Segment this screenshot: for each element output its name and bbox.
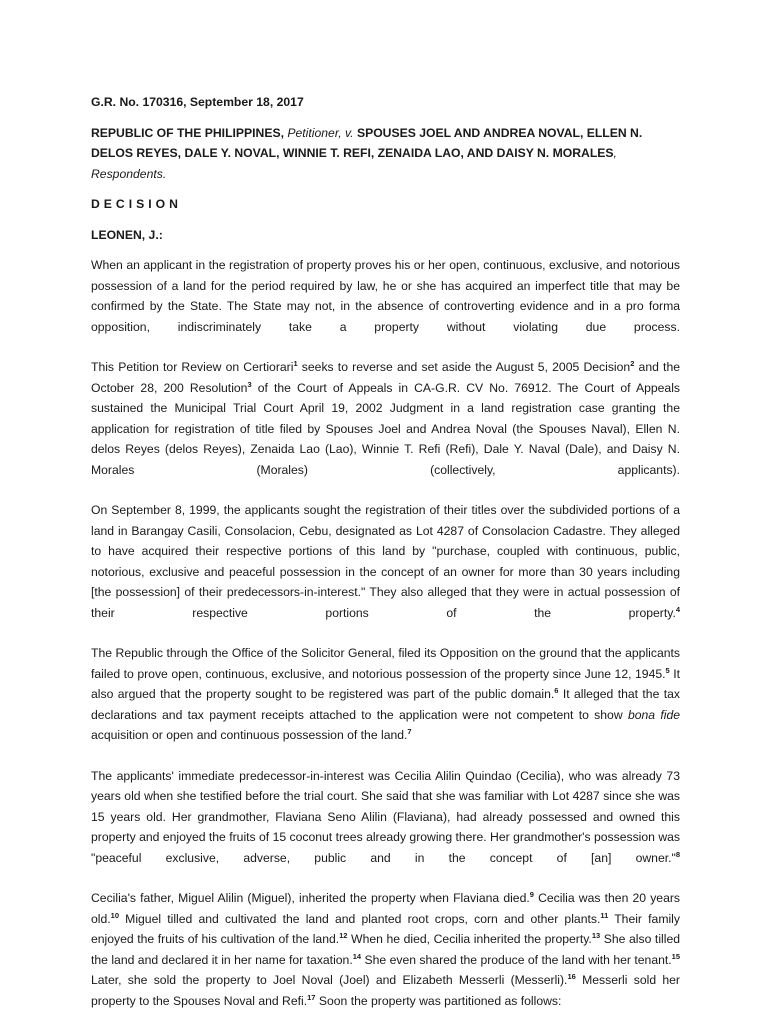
paragraph-6-text-f: She also tilled the land and declared it in her name for taxation.: [91, 932, 680, 967]
paragraph-2-text-c: and the October 28, 200 Resolution: [91, 360, 680, 395]
footnote-ref-12: 12: [339, 930, 348, 940]
paragraph-2-text-d: of the Court of Appeals in CA-G.R. CV No. 76912. The Court of Appeals sustained the Municipal Trial Court April 19, 2002 Judgment in a land registration case granting the application for registration of title filed by Spouses Joel and Andrea Noval (the Spouses Naval), Ellen N. delos Reyes (delos Reyes), Zenaida Lao (Lao), Winnie T. Refi (Refi), Dale Y. Naval (Dale), and Daisy N. Morales (Morales) (collectively, applicants).: [91, 380, 681, 477]
paragraph-4-text-c: It alleged that the tax declarations and tax payment receipts attached to the application were not competent to show: [91, 687, 680, 722]
case-parties: [91, 123, 680, 185]
paragraph-4-text-b: It also argued that the property sought to be registered was part of the public domain.: [91, 666, 680, 701]
paragraph-4-italic: bona fide: [627, 707, 680, 722]
footnote-ref-4: 4: [675, 604, 680, 614]
paragraph-2-text-a: This Petition tor Review on Certiorari: [91, 360, 294, 374]
paragraph-3: [91, 500, 680, 623]
paragraph-6-text-a: Cecilia's father, Miguel Alilin (Miguel), inherited the property when Flaviana died.: [91, 891, 530, 905]
footnote-ref-6: 6: [554, 685, 559, 695]
footnote-ref-14: 14: [352, 951, 362, 961]
versus-text: , v.: [338, 125, 357, 140]
footnote-ref-7: 7: [407, 726, 412, 736]
footnote-ref-15: 15: [671, 951, 680, 961]
paragraph-4-text-d: acquisition or open and continuous possession of the land.: [91, 728, 408, 742]
footnote-ref-17: 17: [307, 992, 316, 1002]
paragraph-6-text-e: When he died, Cecilia inherited the property.: [347, 932, 592, 946]
footnote-ref-10: 10: [110, 910, 119, 920]
paragraph-6-text-c: Miguel tilled and cultivated the land and planted root crops, corn and other plants.: [119, 911, 601, 926]
paragraph-1: When an applicant in the registration of property proves his or her open, continuous, exclusive, and notorious possession of a land for the period required by law, he or she has acquired an imperfect title that may be confirmed by the State. The State may not, in the absence of controverting evidence and in a pro forma opposition, indiscriminately take a property without violating due process.: [91, 258, 680, 334]
footnote-ref-8: 8: [675, 849, 680, 859]
paragraph-6-text-i: Messerli sold her property to the Spouses Noval and Refi.: [91, 973, 680, 1008]
paragraph-6-text-g: She even shared the produce of the land with her tenant.: [361, 952, 672, 967]
respondents-names: SPOUSES JOEL AND ANDREA NOVAL, ELLEN N. DELOS REYES, DALE Y. NOVAL, WINNIE T. REFI, ZENAIDA LAO, AND DAISY N. MORALES: [91, 125, 643, 160]
footnote-ref-11: 11: [600, 910, 609, 920]
ponente: LEONEN, J.:: [91, 227, 163, 242]
paragraph-6-text-j: Soon the property was partitioned as follows:: [315, 993, 562, 1008]
paragraph-2: [91, 357, 680, 480]
case-number: G.R. No. 170316, September 18, 2017: [91, 95, 304, 109]
paragraph-5: [91, 766, 680, 869]
paragraph-4: [91, 643, 680, 746]
paragraph-6-text-b: Cecilia was then 20 years old.: [91, 891, 681, 926]
petitioner-role: Petitioner: [284, 125, 339, 140]
paragraph-6: [91, 888, 680, 1011]
footnote-ref-13: 13: [591, 930, 601, 940]
footnote-ref-5: 5: [665, 665, 670, 675]
paragraph-2-text-b: seeks to reverse and set aside the August 5, 2005 Decision: [297, 360, 631, 374]
footnote-ref-1: 1: [293, 358, 298, 368]
paragraph-3-text-a: On September 8, 1999, the applicants sought the registration of their titles over the subdivided portions of a land in Barangay Casili, Consolacion, Cebu, designated as Lot 4287 of Consolacion Cadastre. They alleged to have acquired their respective portions of this land by "purchase, coupled with continuous, public, notorious, exclusive and peaceful possession in the concept of an owner for more than 30 years including [the possession] of their predecessors-in-interest." They also alleged that they were in actual possession of their respective portions of the property.: [91, 503, 680, 620]
footnote-ref-9: 9: [529, 889, 534, 899]
petitioner-name: REPUBLIC OF THE PHILIPPINES,: [91, 125, 284, 140]
paragraph-5-text-a: The applicants' immediate predecessor-in-interest was Cecilia Alilin Quindao (Cecilia), who was already 73 years old when she testified before the trial court. She said that she was familiar with Lot 4287 since she was 15 years old. Her grandmother, Flaviana Seno Alilin (Flaviana), had already possessed and owned this property and enjoyed the fruits of 15 coconut trees already growing there. Her grandmother's possession was "peaceful exclusive, adverse, public and in the concept of [an] owner.": [91, 768, 681, 865]
respondents-role: , Respondents.: [91, 146, 617, 181]
footnote-ref-2: 2: [630, 358, 635, 368]
footnote-ref-3: 3: [247, 379, 252, 389]
footnote-ref-16: 16: [567, 971, 576, 981]
paragraph-6-text-d: Their family enjoyed the fruits of his cultivation of the land.: [91, 911, 680, 946]
paragraph-4-text-a: The Republic through the Office of the Solicitor General, filed its Opposition on the ground that the applicants failed to prove open, continuous, exclusive, and notorious possession of the property since June 12, 1945.: [91, 646, 680, 681]
decision-heading: DECISION: [91, 197, 182, 211]
paragraph-6-text-h: Later, she sold the property to Joel Noval (Joel) and Elizabeth Messerli (Messerli).: [91, 973, 568, 987]
